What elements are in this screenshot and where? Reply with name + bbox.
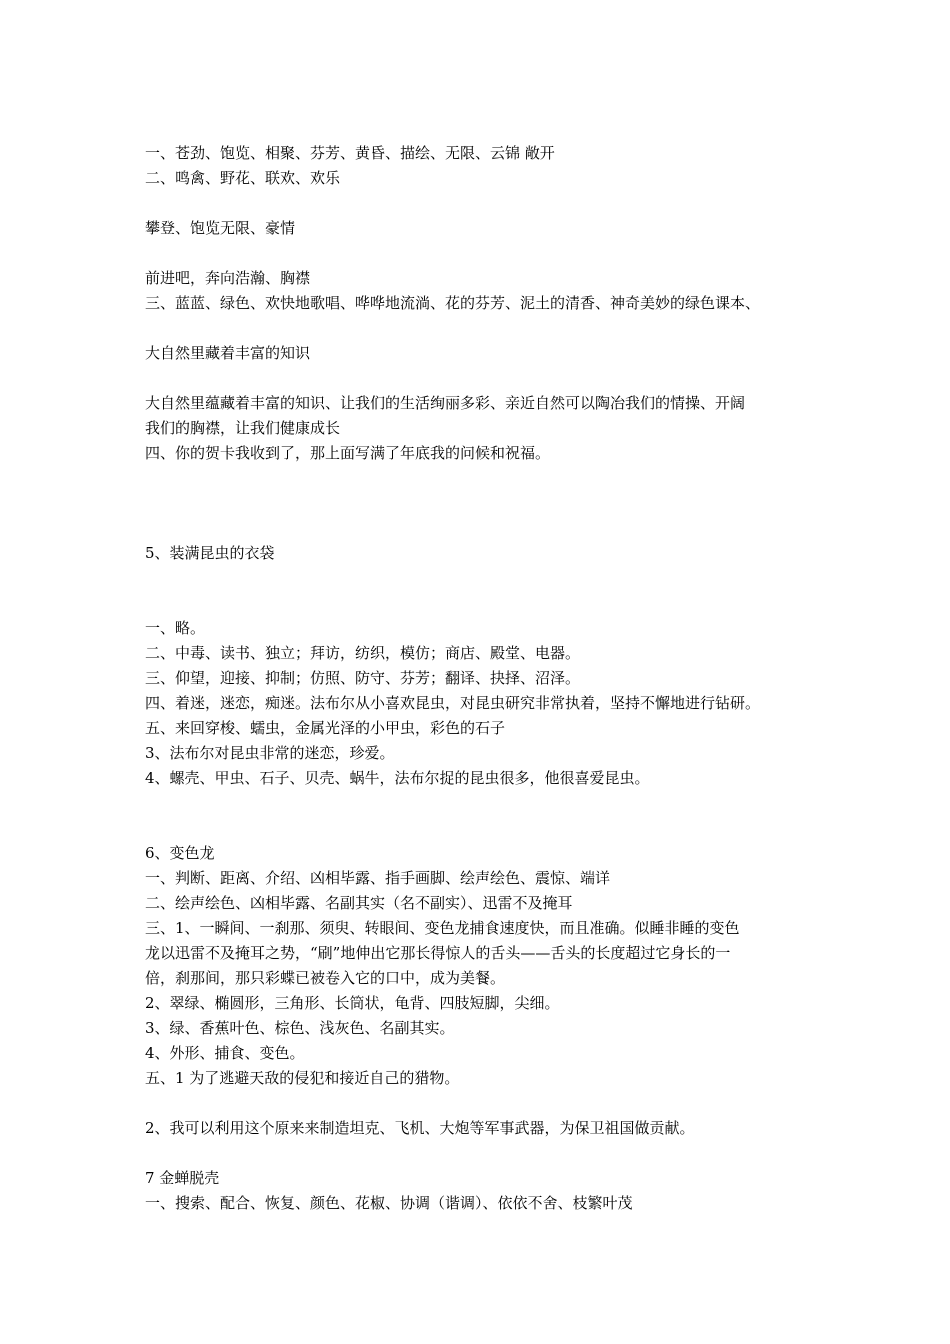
text-line: 三、仰望，迎接、抑制；仿照、防守、芬芳；翻译、抉择、沼泽。 <box>145 669 581 687</box>
blank-line <box>145 1091 815 1116</box>
text-line: 5、装满昆虫的衣袋 <box>145 544 275 562</box>
blank-line <box>145 1141 815 1166</box>
text-line: 攀登、饱览无限、豪情 <box>145 219 296 237</box>
blank-line <box>145 516 815 541</box>
blank-line <box>145 816 815 841</box>
text-line: 2、翠绿、椭圆形，三角形、长筒状，龟背、四肢短脚，尖细。 <box>145 994 560 1012</box>
blank-line <box>145 566 815 591</box>
blank-line <box>145 316 815 341</box>
text-line: 倍，刹那间，那只彩蝶已被卷入它的口中，成为美餐。 <box>145 969 506 987</box>
text-line: 二、中毒、读书、独立；拜访，纺织，模仿；商店、殿堂、电器。 <box>145 644 581 662</box>
text-line: 3、法布尔对昆虫非常的迷恋，珍爱。 <box>145 744 395 762</box>
text-line: 4、螺壳、甲虫、石子、贝壳、蜗牛，法布尔捉的昆虫很多，他很喜爱昆虫。 <box>145 769 650 787</box>
text-line: 大自然里蕴藏着丰富的知识、让我们的生活绚丽多彩、亲近自然可以陶冶我们的情操、开阔 <box>145 394 746 412</box>
text-line: 五、1 为了逃避天敌的侵犯和接近自己的猎物。 <box>145 1069 460 1087</box>
text-line: 大自然里藏着丰富的知识 <box>145 344 311 362</box>
text-line: 二、绘声绘色、凶相毕露、名副其实（名不副实）、迅雷不及掩耳 <box>145 894 573 912</box>
text-line: 前进吧，奔向浩瀚、胸襟 <box>145 269 311 287</box>
text-line: 一、略。 <box>145 619 206 637</box>
text-line: 我们的胸襟，让我们健康成长 <box>145 419 341 437</box>
blank-line <box>145 191 815 216</box>
text-line: 6、变色龙 <box>145 844 215 862</box>
text-line: 4、外形、捕食、变色。 <box>145 1044 305 1062</box>
text-line: 3、绿、香蕉叶色、棕色、浅灰色、名副其实。 <box>145 1019 455 1037</box>
text-line: 二、鸣禽、野花、联欢、欢乐 <box>145 169 341 187</box>
text-line: 五、来回穿梭、蠕虫，金属光泽的小甲虫，彩色的石子 <box>145 719 506 737</box>
text-line: 龙以迅雷不及掩耳之势，“刷”地伸出它那长得惊人的舌头——舌头的长度超过它身长的一 <box>145 944 731 962</box>
blank-line <box>145 366 815 391</box>
blank-line <box>145 491 815 516</box>
blank-line <box>145 791 815 816</box>
blank-line <box>145 591 815 616</box>
document-body <box>145 141 815 1216</box>
text-line: 7 金蝉脱壳 <box>145 1169 220 1187</box>
text-line: 三、蓝蓝、绿色、欢快地歌唱、哗哗地流淌、花的芬芳、泥土的清香、神奇美妙的绿色课本、 <box>145 294 761 312</box>
blank-line <box>145 466 815 491</box>
text-line: 一、搜索、配合、恢复、颜色、花椒、协调（谐调）、依依不舍、枝繁叶茂 <box>145 1194 633 1212</box>
text-line: 一、苍劲、饱览、相聚、芬芳、黄昏、描绘、无限、云锦 敞开 <box>145 144 555 162</box>
text-line: 2、我可以利用这个原来来制造坦克、飞机、大炮等军事武器，为保卫祖国做贡献。 <box>145 1119 695 1137</box>
text-line: 四、你的贺卡我收到了，那上面写满了年底我的问候和祝福。 <box>145 444 551 462</box>
text-line: 四、着迷，迷恋，痴迷。法布尔从小喜欢昆虫，对昆虫研究非常执着，坚持不懈地进行钻研。 <box>145 694 761 712</box>
text-line: 三、1、一瞬间、一刹那、须臾、转眼间、变色龙捕食速度快，而且准确。似睡非睡的变色 <box>145 919 740 937</box>
blank-line <box>145 241 815 266</box>
text-line: 一、判断、距离、介绍、凶相毕露、指手画脚、绘声绘色、震惊、端详 <box>145 869 611 887</box>
